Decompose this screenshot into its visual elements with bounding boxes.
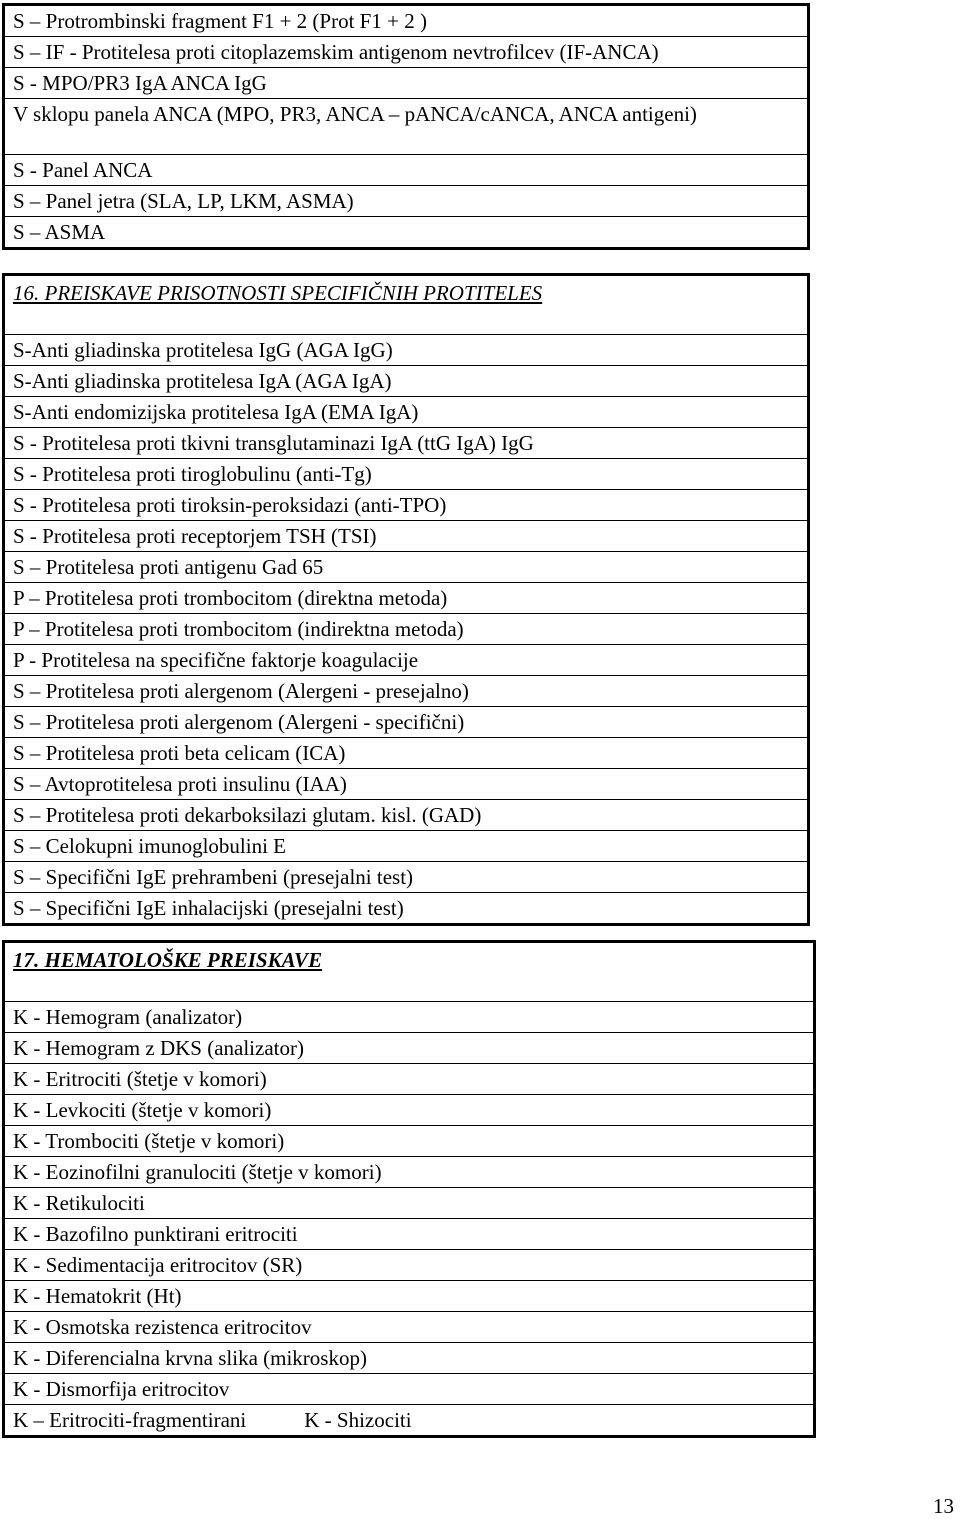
list-item: S - Protitelesa proti tiroglobulinu (anti-Tg) <box>4 459 809 490</box>
table-row <box>4 366 809 397</box>
table-row <box>4 893 809 925</box>
table-row <box>4 5 809 37</box>
table-row <box>4 1374 815 1405</box>
list-item: S – Panel jetra (SLA, LP, LKM, ASMA) <box>4 186 809 217</box>
list-item: S – Specifični IgE inhalacijski (presejalni test) <box>4 893 809 925</box>
table-row <box>4 459 809 490</box>
list-item: S – Protitelesa proti dekarboksilazi glutam. kisl. (GAD) <box>4 800 809 831</box>
list-item: S-Anti endomizijska protitelesa IgA (EMA IgA) <box>4 397 809 428</box>
list-item: P – Protitelesa proti trombocitom (direktna metoda) <box>4 583 809 614</box>
table-row <box>4 676 809 707</box>
list-item: S – ASMA <box>4 217 809 249</box>
list-item: K - Eozinofilni granulociti (štetje v komori) <box>4 1157 815 1188</box>
table-row <box>4 186 809 217</box>
table-row <box>4 99 809 155</box>
section-title: 16. PREISKAVE PRISOTNOSTI SPECIFIČNIH PROTITELES <box>13 281 543 305</box>
list-item: K - Osmotska rezistenca eritrocitov <box>4 1312 815 1343</box>
table-row <box>4 428 809 459</box>
list-item: S-Anti gliadinska protitelesa IgA (AGA IgA) <box>4 366 809 397</box>
table-row <box>4 68 809 99</box>
table-row <box>4 583 809 614</box>
list-item: S – IF - Protitelesa proti citoplazemskim antigenom nevtrofilcev (IF-ANCA) <box>4 37 809 68</box>
page-number: 13 <box>933 1494 954 1518</box>
table-row <box>4 831 809 862</box>
list-item: S - Protitelesa proti tiroksin-peroksidazi (anti-TPO) <box>4 490 809 521</box>
table-row <box>4 645 809 676</box>
list-item: K - Dismorfija eritrocitov <box>4 1374 815 1405</box>
list-item: K - Hematokrit (Ht) <box>4 1281 815 1312</box>
list-item: S – Protitelesa proti alergenom (Alergeni - specifični) <box>4 707 809 738</box>
list-item: S – Celokupni imunoglobulini E <box>4 831 809 862</box>
list-item: K - Levkociti (štetje v komori) <box>4 1095 815 1126</box>
list-item: K - Hemogram z DKS (analizator) <box>4 1033 815 1064</box>
table-row <box>4 1188 815 1219</box>
list-item: S - Protitelesa proti receptorjem TSH (TSI) <box>4 521 809 552</box>
list-item: S – Protitelesa proti antigenu Gad 65 <box>4 552 809 583</box>
list-item: S - MPO/PR3 IgA ANCA IgG <box>4 68 809 99</box>
list-item: S – Protitelesa proti beta celicam (ICA) <box>4 738 809 769</box>
list-item: K – Eritrociti-fragmentirani <box>13 1408 247 1432</box>
table-section-top <box>2 3 810 250</box>
table-row <box>4 862 809 893</box>
list-item: S – Protitelesa proti alergenom (Alergeni - presejalno) <box>4 676 809 707</box>
table-row <box>4 1095 815 1126</box>
table-row <box>4 1405 815 1437</box>
table-row <box>4 1219 815 1250</box>
list-item: K - Trombociti (štetje v komori) <box>4 1126 815 1157</box>
list-item: S - Panel ANCA <box>4 155 809 186</box>
table-row <box>4 1126 815 1157</box>
list-item: K - Diferencialna krvna slika (mikroskop) <box>4 1343 815 1374</box>
table-row <box>4 614 809 645</box>
section-heading-row <box>4 275 809 335</box>
table-row <box>4 1312 815 1343</box>
table-row <box>4 1033 815 1064</box>
list-item: S-Anti gliadinska protitelesa IgG (AGA IgG) <box>4 335 809 366</box>
list-item: K - Sedimentacija eritrocitov (SR) <box>4 1250 815 1281</box>
table-row <box>4 1064 815 1095</box>
list-item: S – Avtoprotitelesa proti insulinu (IAA) <box>4 769 809 800</box>
list-item: P – Protitelesa proti trombocitom (indirektna metoda) <box>4 614 809 645</box>
section-title: 17. HEMATOLOŠKE PREISKAVE <box>13 948 323 972</box>
table-row <box>4 490 809 521</box>
table-section-16 <box>2 273 810 926</box>
list-item: S – Protrombinski fragment F1 + 2 (Prot F1 + 2 ) <box>13 9 427 33</box>
table-row <box>4 217 809 249</box>
table-row <box>4 335 809 366</box>
list-item: S – Specifični IgE prehrambeni (presejalni test) <box>4 862 809 893</box>
table-row <box>4 738 809 769</box>
list-item: V sklopu panela ANCA (MPO, PR3, ANCA – pANCA/cANCA, ANCA antigeni) <box>4 99 809 155</box>
table-row <box>4 707 809 738</box>
table-row <box>4 521 809 552</box>
list-item: K - Eritrociti (štetje v komori) <box>4 1064 815 1095</box>
table-row <box>4 1343 815 1374</box>
list-item: P - Protitelesa na specifične faktorje koagulacije <box>4 645 809 676</box>
list-item: K - Retikulociti <box>4 1188 815 1219</box>
list-item: K - Bazofilno punktirani eritrociti <box>4 1219 815 1250</box>
table-row <box>4 397 809 428</box>
list-item: S - Protitelesa proti tkivni transglutaminazi IgA (ttG IgA) IgG <box>4 428 809 459</box>
section-heading-row <box>4 942 815 1002</box>
list-item-pair <box>4 1405 815 1437</box>
table-row <box>4 155 809 186</box>
table-row <box>4 1002 815 1033</box>
table-row <box>4 1281 815 1312</box>
list-item: K - Hemogram (analizator) <box>4 1002 815 1033</box>
table-row <box>4 1157 815 1188</box>
table-row <box>4 800 809 831</box>
table-row <box>4 1250 815 1281</box>
table-row <box>4 552 809 583</box>
table-row <box>4 769 809 800</box>
list-item: K - Shizociti <box>304 1408 412 1432</box>
table-section-17 <box>2 940 816 1438</box>
table-row <box>4 37 809 68</box>
